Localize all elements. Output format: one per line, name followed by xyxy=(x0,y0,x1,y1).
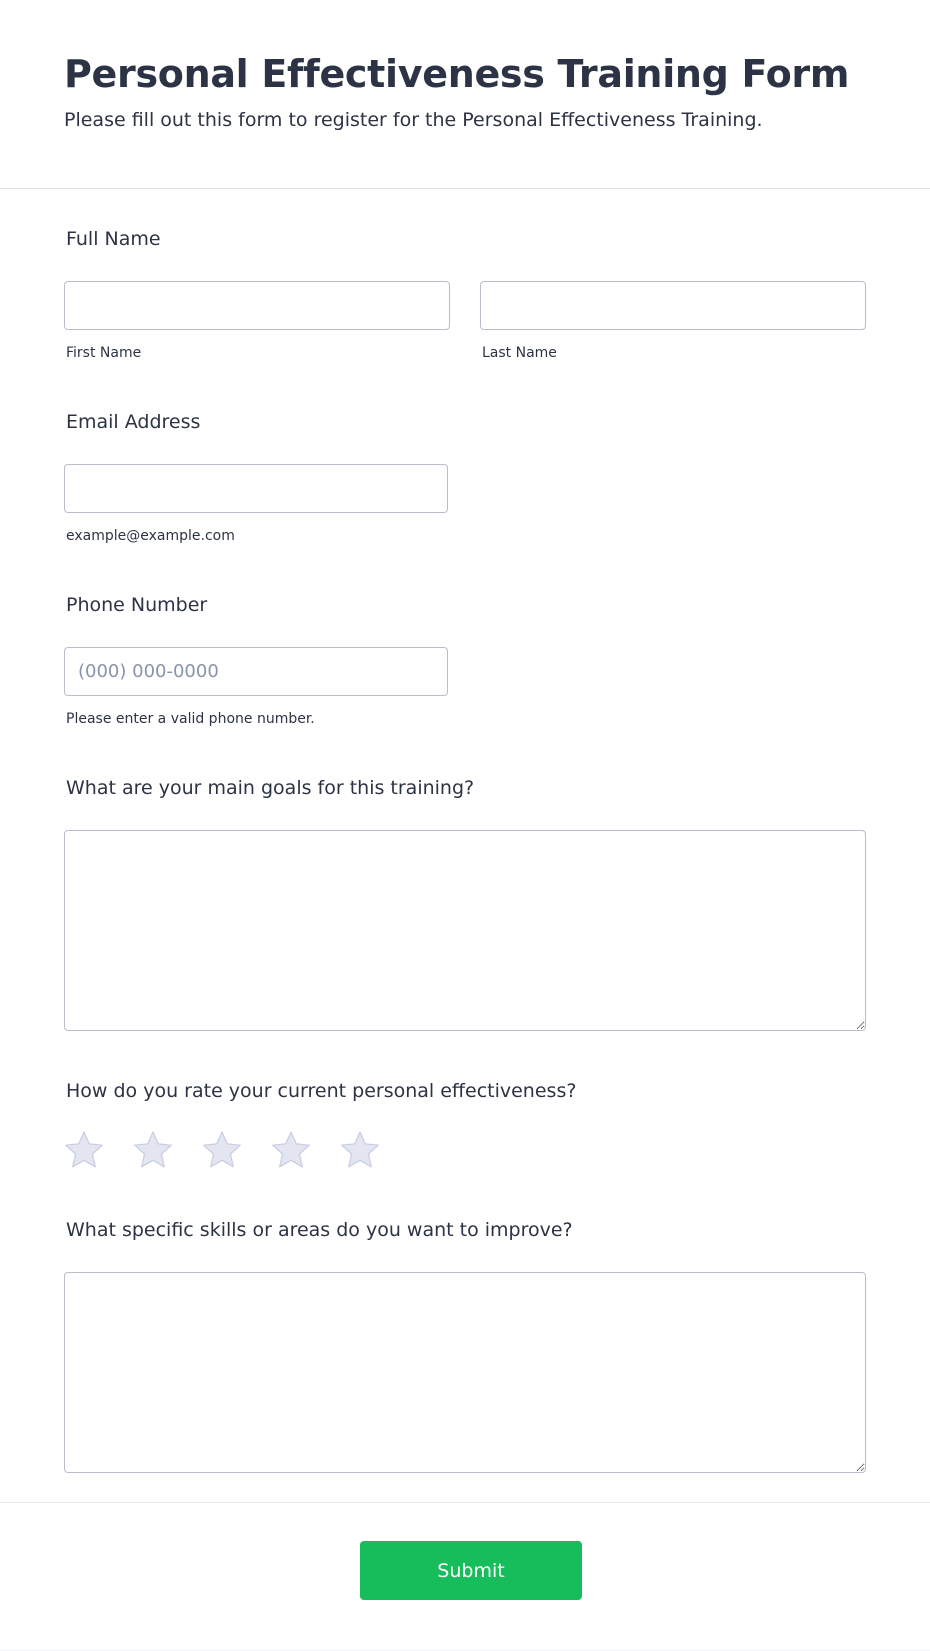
form-subtitle: Please fill out this form to register for the Personal Effectiveness Training. xyxy=(64,109,763,131)
goals-textarea[interactable] xyxy=(64,830,866,1031)
star-icon[interactable] xyxy=(64,1130,104,1170)
phone-input[interactable] xyxy=(64,647,448,696)
form-footer xyxy=(0,1502,930,1651)
form-title: Personal Effectiveness Training Form xyxy=(64,52,850,96)
email-input[interactable] xyxy=(64,464,448,513)
email-sublabel: example@example.com xyxy=(66,528,235,544)
full-name-label: Full Name xyxy=(66,228,161,250)
last-name-sublabel: Last Name xyxy=(482,345,557,361)
skills-textarea[interactable] xyxy=(64,1272,866,1473)
first-name-sublabel: First Name xyxy=(66,345,142,361)
goals-label: What are your main goals for this training? xyxy=(66,777,475,799)
star-icon[interactable] xyxy=(340,1130,380,1170)
first-name-input[interactable] xyxy=(64,281,450,330)
last-name-input[interactable] xyxy=(480,281,866,330)
phone-sublabel: Please enter a valid phone number. xyxy=(66,711,315,727)
rating-label: How do you rate your current personal effectiveness? xyxy=(66,1080,577,1102)
star-icon[interactable] xyxy=(202,1130,242,1170)
submit-button[interactable]: Submit xyxy=(360,1541,582,1600)
email-label: Email Address xyxy=(66,411,201,433)
phone-label: Phone Number xyxy=(66,594,208,616)
star-icon[interactable] xyxy=(271,1130,311,1170)
form-header xyxy=(0,0,930,189)
star-rating xyxy=(64,1130,404,1170)
skills-label: What specific skills or areas do you want to improve? xyxy=(66,1219,573,1241)
star-icon[interactable] xyxy=(133,1130,173,1170)
